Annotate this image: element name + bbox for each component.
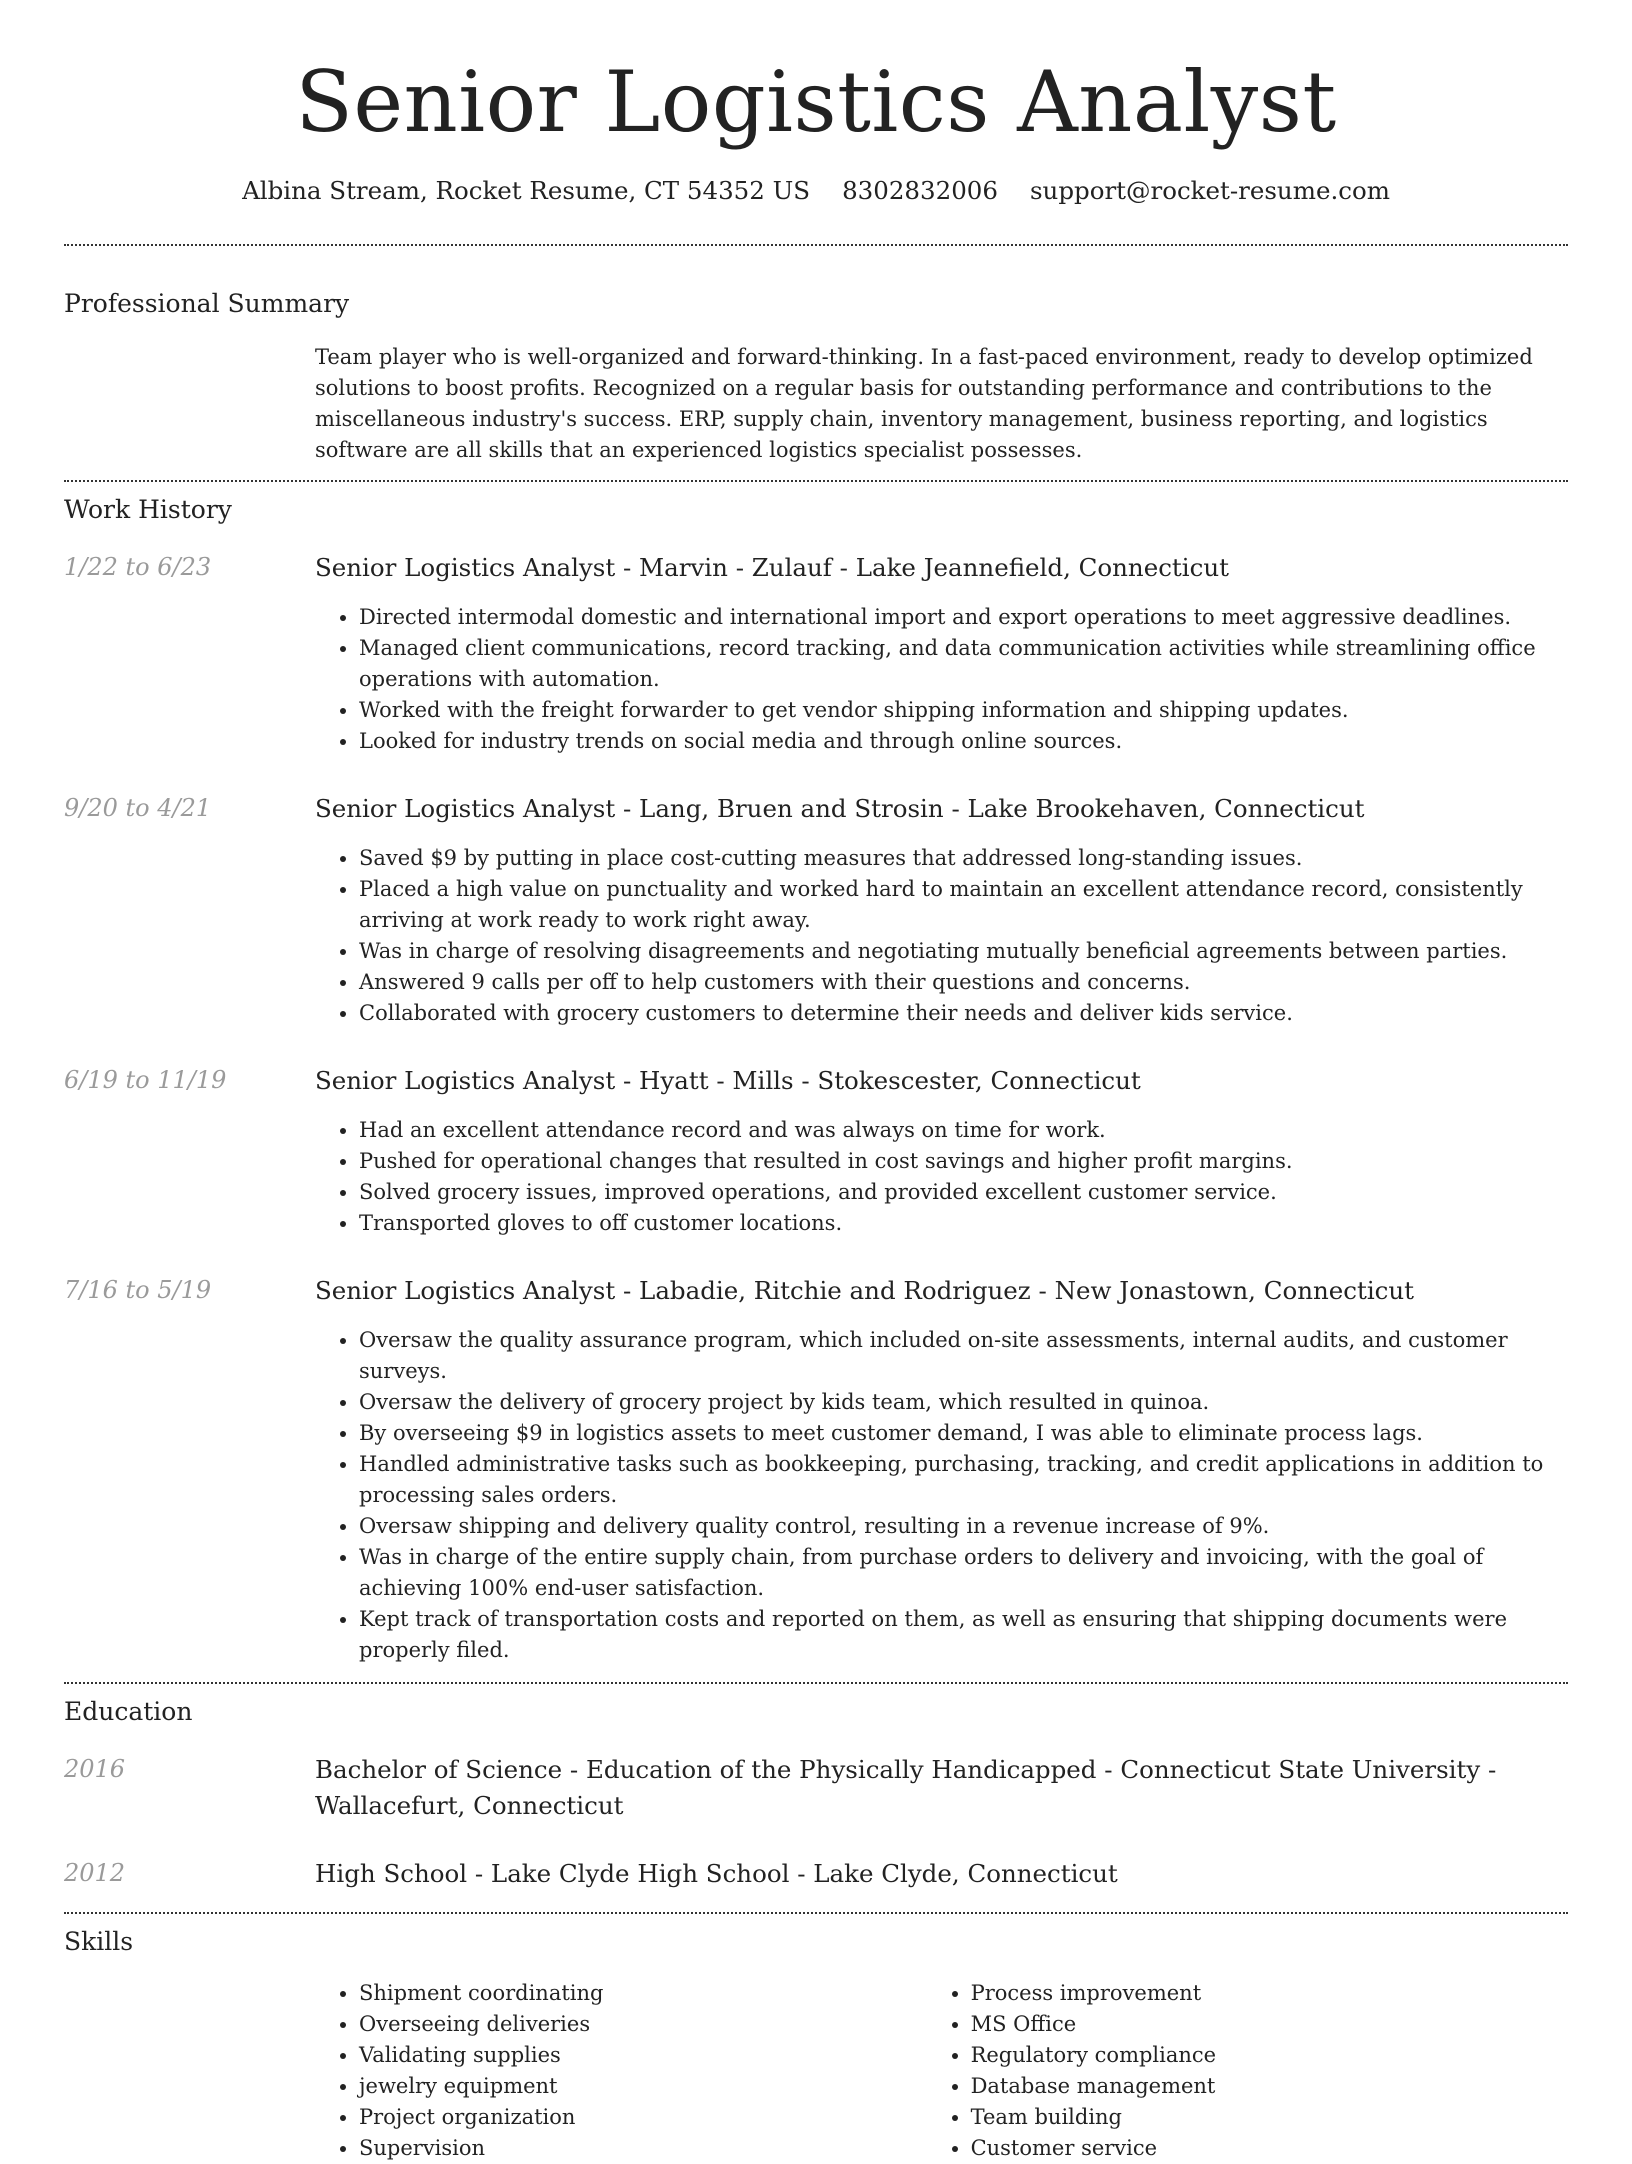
job-heading: Senior Logistics Analyst - Labadie, Ritchie and Rodriguez - New Jonastown, Connecticut	[315, 1276, 1415, 1305]
job-bullet: • Handled administrative tasks such as bookkeeping, purchasing, tracking, and credit applications in addition to processing sales orders.	[359, 1449, 1568, 1511]
job-bullet: • Managed client communications, record tracking, and data communication activities while streamlining office operations with automation.	[359, 633, 1568, 695]
job-bullet: • Solved grocery issues, improved operations, and provided excellent customer service.	[359, 1177, 1568, 1208]
job-bullet: • Answered 9 calls per off to help customers with their questions and concerns.	[359, 967, 1568, 998]
summary-text: Team player who is well-organized and forward-thinking. In a fast-paced environment, ready to develop optimized solutions to boost profits. Recognized on a regular basis for outstanding performance and contributions to the miscellaneous industry's success. ERP, supply chain, inventory management, business reporting, and logistics software are all skills that an experienced logistics specialist possesses.	[315, 345, 1533, 462]
job-bullet: • By overseeing $9 in logistics assets to meet customer demand, I was able to eliminate process lags.	[359, 1418, 1568, 1449]
job-body	[315, 1063, 1568, 1239]
education-heading: Bachelor of Science - Education of the Physically Handicapped - Connecticut State University - Wallacefurt, Connecticut	[315, 1755, 1497, 1820]
job-entry	[64, 791, 1568, 1029]
summary-title: Professional Summary	[64, 289, 350, 318]
job-bullet: • Was in charge of the entire supply chain, from purchase orders to delivery and invoicing, with the goal of achieving 100% end-user satisfaction.	[359, 1542, 1568, 1604]
job-bullet: • Pushed for operational changes that resulted in cost savings and higher profit margins.	[359, 1146, 1568, 1177]
skill-item: • Database management	[971, 2071, 1568, 2102]
job-heading: Senior Logistics Analyst - Lang, Bruen and Strosin - Lake Brookehaven, Connecticut	[315, 794, 1365, 823]
phone: 8302832006	[842, 176, 998, 205]
skills-column-right	[927, 1978, 1568, 2164]
candidate-name: Senior Logistics Analyst	[295, 53, 1337, 151]
section-divider	[64, 480, 1568, 482]
section-divider	[64, 1912, 1568, 1914]
job-heading: Senior Logistics Analyst - Hyatt - Mills - Stokescester, Connecticut	[315, 1066, 1141, 1095]
skill-item: • jewelry equipment	[359, 2071, 927, 2102]
job-entry	[64, 1063, 1568, 1239]
work-history-list	[64, 550, 1568, 1666]
address: Albina Stream, Rocket Resume, CT 54352 US	[242, 176, 811, 205]
section-divider	[64, 244, 1568, 246]
job-bullet: • Transported gloves to off customer locations.	[359, 1208, 1568, 1239]
job-bullets	[315, 1325, 1568, 1666]
job-body	[315, 550, 1568, 757]
section-divider	[64, 1682, 1568, 1684]
education-list	[64, 1752, 1568, 1892]
job-bullet: • Placed a high value on punctuality and worked hard to maintain an excellent attendance record, consistently arriving at work ready to work right away.	[359, 874, 1568, 936]
email: support@rocket-resume.com	[1029, 176, 1390, 205]
job-bullet: • Oversaw the quality assurance program, which included on-site assessments, internal audits, and customer surveys.	[359, 1325, 1568, 1387]
job-bullet: • Saved $9 by putting in place cost-cutting measures that addressed long-standing issues.	[359, 843, 1568, 874]
job-body	[315, 791, 1568, 1029]
skill-item: • Validating supplies	[359, 2040, 927, 2071]
education-date: 2016	[64, 1755, 126, 1783]
job-bullet: • Looked for industry trends on social media and through online sources.	[359, 726, 1568, 757]
skill-item: • Supervision	[359, 2133, 927, 2164]
skills-title: Skills	[64, 1927, 134, 1956]
skills-list	[315, 1978, 1568, 2164]
education-entry	[64, 1856, 1568, 1892]
work-history-title: Work History	[64, 495, 232, 524]
contact-info	[64, 174, 1568, 208]
resume-page	[64, 0, 1568, 2164]
education-title: Education	[64, 1697, 193, 1726]
skill-item: • Shipment coordinating	[359, 1978, 927, 2009]
job-bullets	[315, 843, 1568, 1029]
job-dates: 7/16 to 5/19	[64, 1276, 212, 1304]
skill-item: • Regulatory compliance	[971, 2040, 1568, 2071]
job-dates: 6/19 to 11/19	[64, 1066, 227, 1094]
job-entry	[64, 1273, 1568, 1666]
job-bullets	[315, 1115, 1568, 1239]
job-dates: 1/22 to 6/23	[64, 553, 212, 581]
job-heading: Senior Logistics Analyst - Marvin - Zulauf - Lake Jeannefield, Connecticut	[315, 553, 1229, 582]
skill-item: • Process improvement	[971, 1978, 1568, 2009]
skill-item: • Project organization	[359, 2102, 927, 2133]
skill-item: • Team building	[971, 2102, 1568, 2133]
job-bullets	[315, 602, 1568, 757]
job-bullet: • Directed intermodal domestic and international import and export operations to meet aggressive deadlines.	[359, 602, 1568, 633]
job-bullet: • Was in charge of resolving disagreements and negotiating mutually beneficial agreements between parties.	[359, 936, 1568, 967]
education-heading: High School - Lake Clyde High School - Lake Clyde, Connecticut	[315, 1859, 1118, 1888]
education-body	[315, 1856, 1568, 1892]
skill-item: • Customer service	[971, 2133, 1568, 2164]
job-body	[315, 1273, 1568, 1666]
job-bullet: • Had an excellent attendance record and was always on time for work.	[359, 1115, 1568, 1146]
skill-item: • MS Office	[971, 2009, 1568, 2040]
education-body	[315, 1752, 1568, 1824]
skills-column-left	[315, 1978, 927, 2164]
education-date: 2012	[64, 1859, 126, 1887]
job-bullet: • Oversaw shipping and delivery quality control, resulting in a revenue increase of 9%.	[359, 1511, 1568, 1542]
education-entry	[64, 1752, 1568, 1824]
job-bullet: • Worked with the freight forwarder to get vendor shipping information and shipping updates.	[359, 695, 1568, 726]
job-bullet: • Kept track of transportation costs and reported on them, as well as ensuring that shipping documents were properly filed.	[359, 1604, 1568, 1666]
job-bullet: • Oversaw the delivery of grocery project by kids team, which resulted in quinoa.	[359, 1387, 1568, 1418]
job-entry	[64, 550, 1568, 757]
skill-item: • Overseeing deliveries	[359, 2009, 927, 2040]
job-bullet: • Collaborated with grocery customers to determine their needs and deliver kids service.	[359, 998, 1568, 1029]
job-dates: 9/20 to 4/21	[64, 794, 212, 822]
